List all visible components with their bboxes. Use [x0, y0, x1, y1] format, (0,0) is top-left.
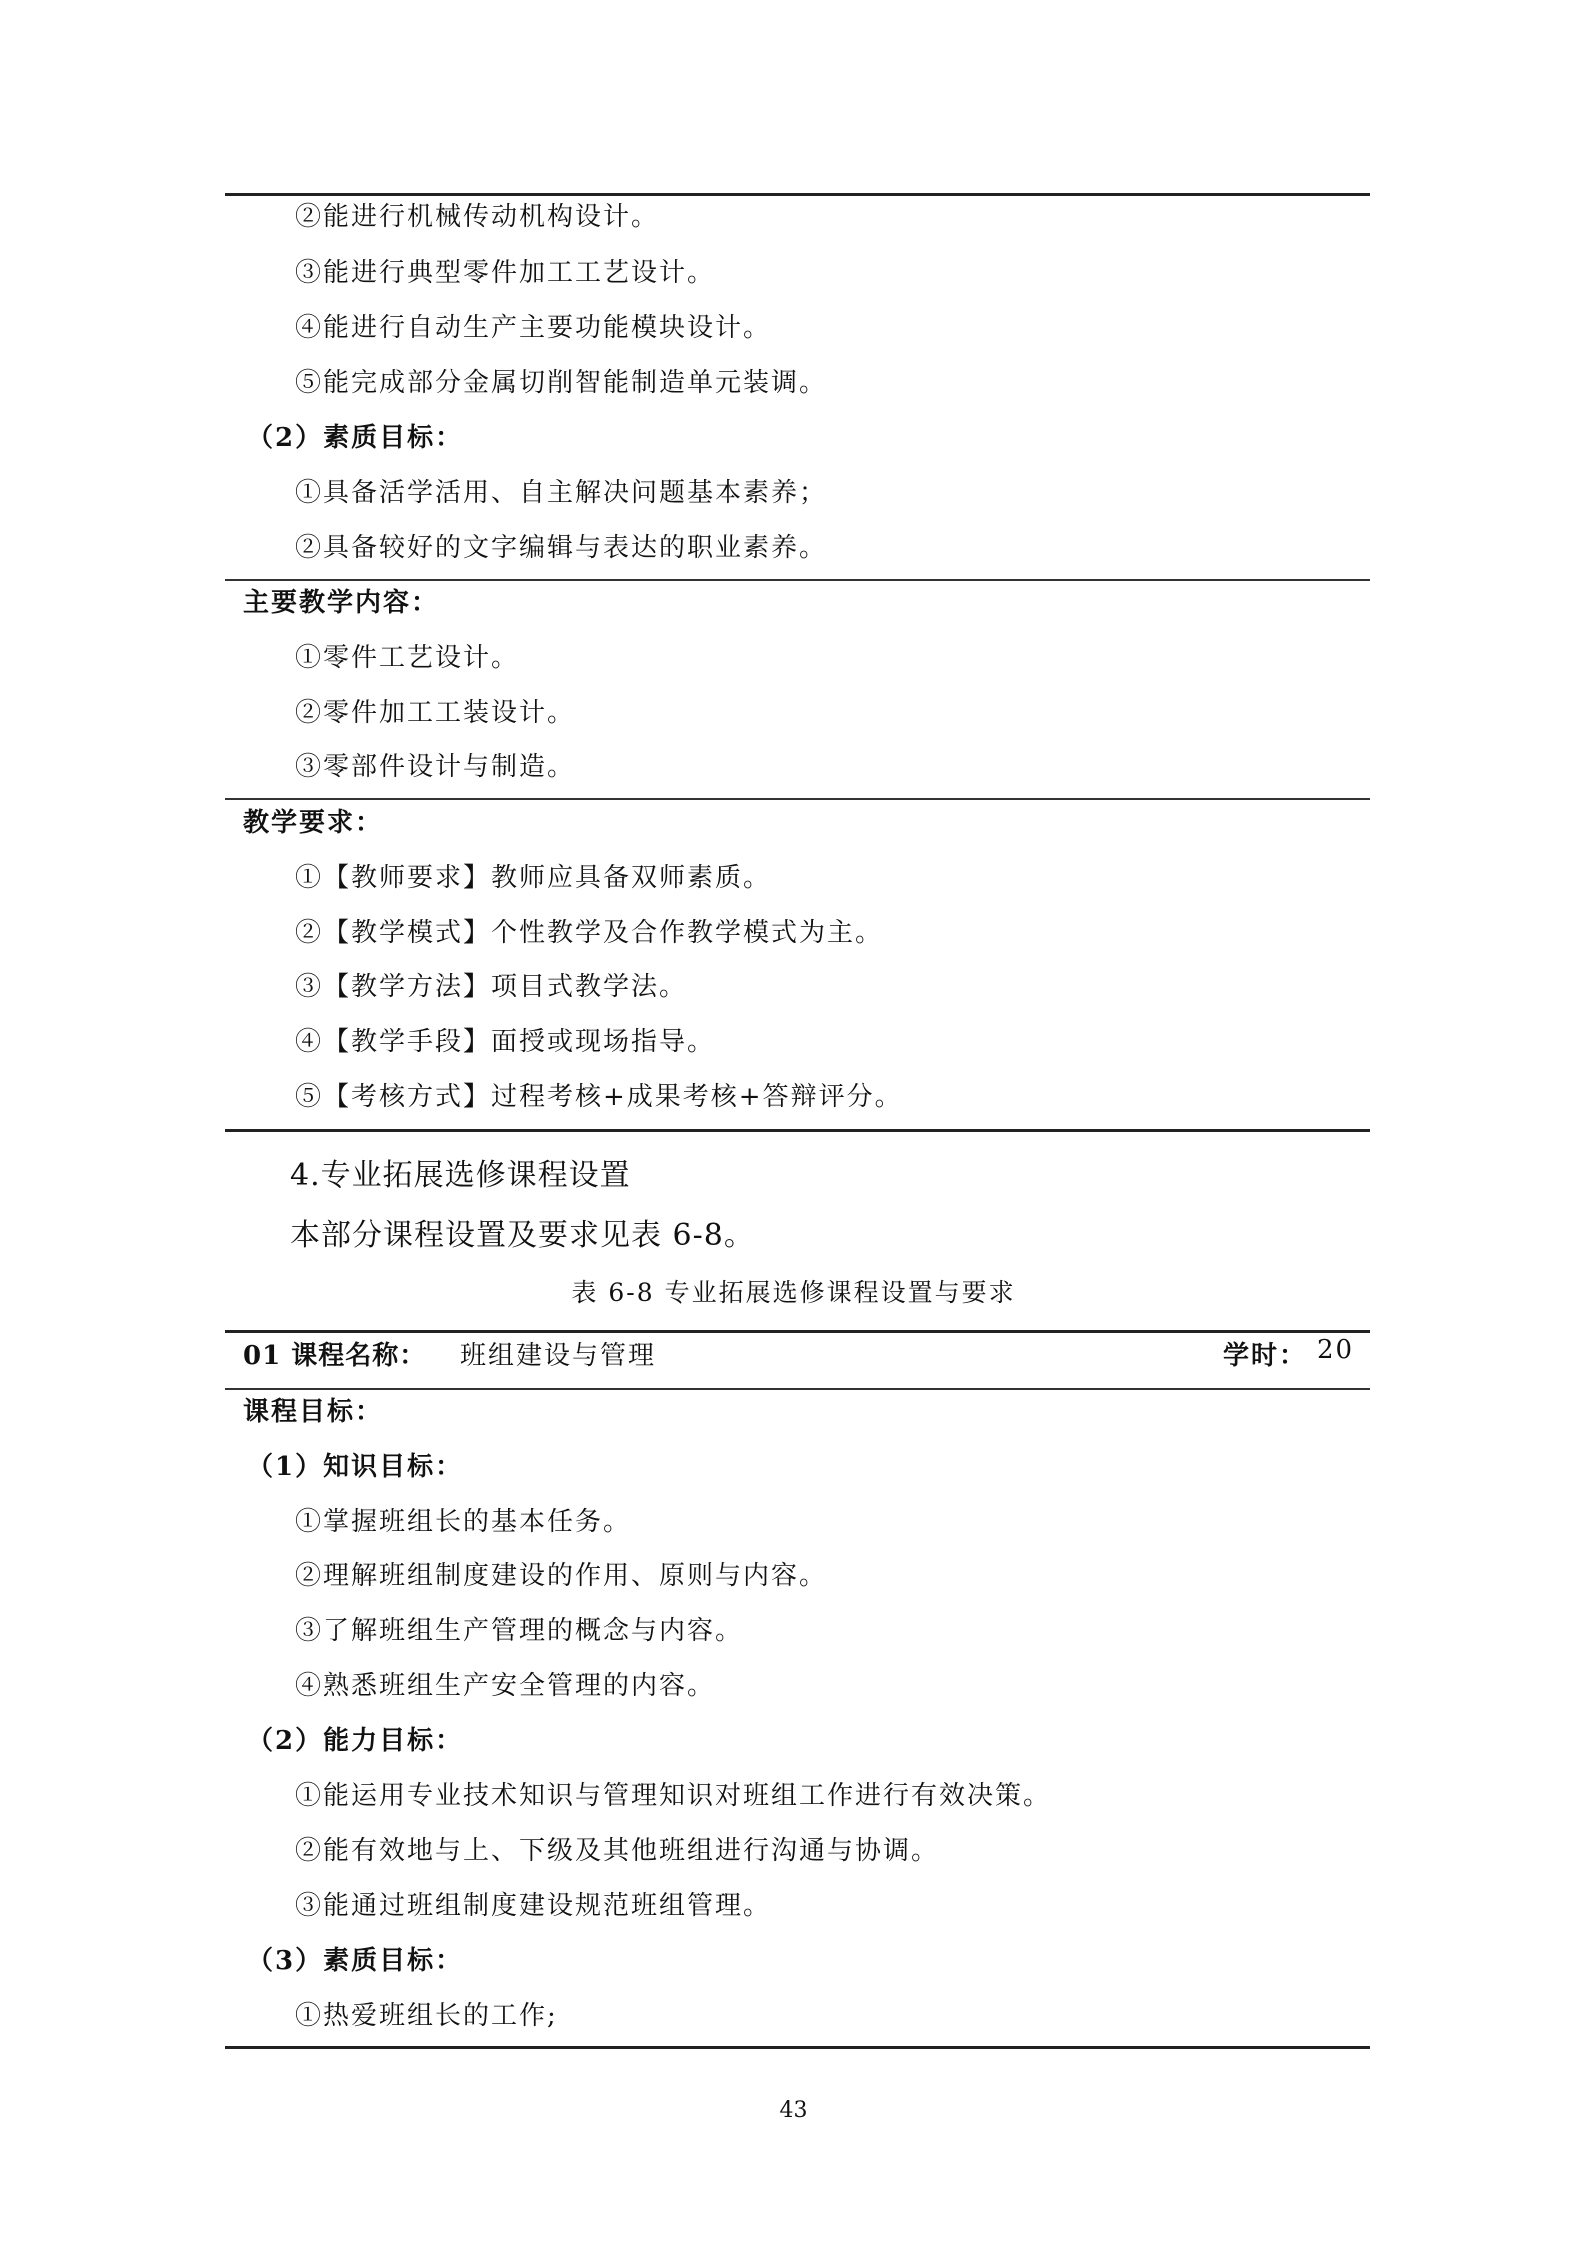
- table-caption: 表 6-8 专业拓展选修课程设置与要求: [571, 1278, 1016, 1307]
- ability-goals-heading: （2）能力目标：: [247, 1726, 464, 1756]
- list-item: ①掌握班组长的基本任务。: [295, 1507, 632, 1537]
- list-item: ①能运用专业技术知识与管理知识对班组工作进行有效决策。: [295, 1781, 1052, 1811]
- list-item: ②零件加工工装设计。: [295, 698, 576, 728]
- list-item: ①零件工艺设计。: [295, 643, 520, 673]
- list-item: ①具备活学活用、自主解决问题基本素养；: [295, 478, 828, 508]
- list-item: ②具备较好的文字编辑与表达的职业素养。: [295, 533, 828, 563]
- table2-bottom-rule: [225, 2046, 1370, 2049]
- list-item: ④【教学手段】面授或现场指导。: [295, 1027, 716, 1057]
- content-heading: 主要教学内容：: [243, 588, 440, 618]
- list-item: ③能进行典型零件加工工艺设计。: [295, 258, 716, 288]
- hours-label: 学时：: [1223, 1341, 1308, 1371]
- list-item: ③了解班组生产管理的概念与内容。: [295, 1616, 744, 1646]
- list-item: ②能有效地与上、下级及其他班组进行沟通与协调。: [295, 1836, 940, 1866]
- list-item: ⑤能完成部分金属切削智能制造单元装调。: [295, 368, 828, 398]
- course-name-label: 01 课程名称：: [243, 1341, 427, 1371]
- list-item: ②能进行机械传动机构设计。: [295, 202, 660, 232]
- course-goals-heading: 课程目标：: [243, 1397, 384, 1427]
- list-item: ③能通过班组制度建设规范班组管理。: [295, 1891, 772, 1921]
- section-title: 4.专业拓展选修课程设置: [290, 1158, 631, 1193]
- requirements-heading: 教学要求：: [243, 808, 384, 838]
- table2-row-divider: [225, 1388, 1370, 1390]
- list-item: ⑤【考核方式】过程考核+成果考核+答辩评分。: [295, 1082, 903, 1112]
- list-item: ①【教师要求】教师应具备双师素质。: [295, 863, 772, 893]
- table1-row-divider: [225, 579, 1370, 581]
- list-item: ①热爱班组长的工作;: [295, 2001, 558, 2031]
- list-item: ②【教学模式】个性教学及合作教学模式为主。: [295, 918, 884, 948]
- table2-top-rule: [225, 1330, 1370, 1333]
- table1-row-divider: [225, 798, 1370, 800]
- table1-bottom-rule: [225, 1129, 1370, 1132]
- list-item: ②理解班组制度建设的作用、原则与内容。: [295, 1561, 828, 1591]
- list-item: ④能进行自动生产主要功能模块设计。: [295, 313, 772, 343]
- quality-goals-heading: （2）素质目标：: [247, 423, 464, 453]
- knowledge-goals-heading: （1）知识目标：: [247, 1452, 464, 1482]
- quality-goals-heading: （3）素质目标：: [247, 1946, 464, 1976]
- page-number: 43: [779, 2098, 808, 2123]
- section-intro: 本部分课程设置及要求见表 6-8。: [290, 1218, 755, 1253]
- list-item: ④熟悉班组生产安全管理的内容。: [295, 1671, 716, 1701]
- course-name-value: 班组建设与管理: [460, 1341, 657, 1371]
- list-item: ③零部件设计与制造。: [295, 752, 576, 782]
- hours-value: 20: [1317, 1335, 1355, 1365]
- list-item: ③【教学方法】项目式教学法。: [295, 972, 688, 1002]
